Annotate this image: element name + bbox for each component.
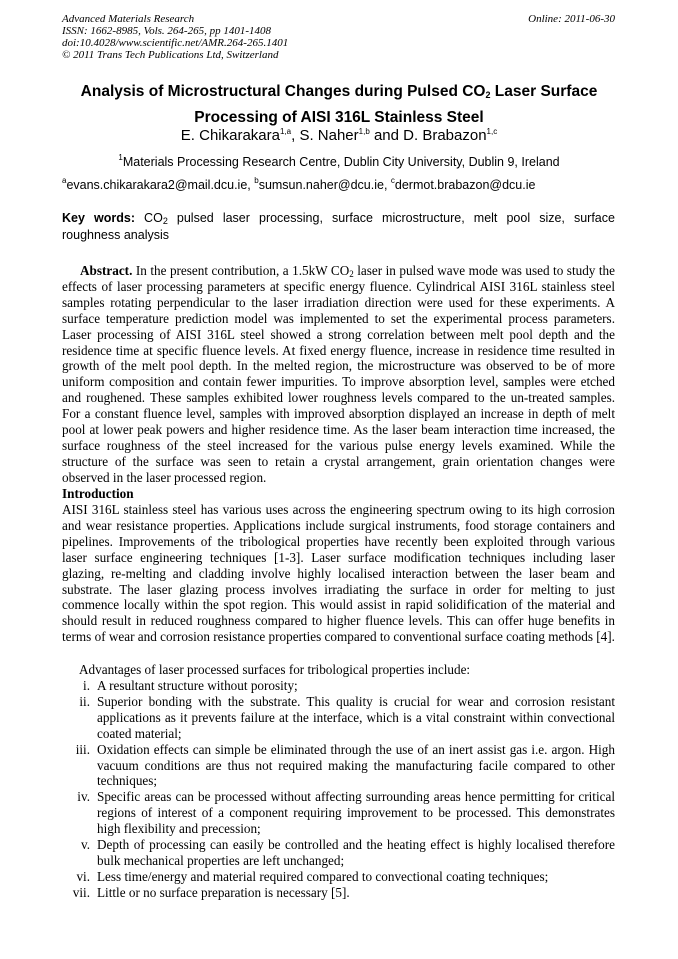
keywords-text: CO xyxy=(134,211,163,225)
list-text: A resultant structure without porosity; xyxy=(97,678,298,693)
abstract-text: In the present contribution, a 1.5kW CO xyxy=(132,263,350,278)
author-name: D. Brabazon xyxy=(403,127,487,144)
list-number: vi. xyxy=(76,868,90,884)
author-sup: 1,c xyxy=(486,127,498,136)
author-name: S. Naher xyxy=(299,127,359,144)
keywords xyxy=(62,210,615,244)
list-number: v. xyxy=(80,837,90,853)
list-item xyxy=(62,694,615,742)
list-item xyxy=(62,869,615,885)
paper-title xyxy=(40,79,638,131)
email[interactable]: sumsun.naher@dcu.ie, xyxy=(258,178,391,192)
list-text: Superior bonding with the substrate. This quality is crucial for wear and corrosion resistant applications as it prevents failure at the interface, which is a vital constraint within convectional coated material; xyxy=(97,693,615,741)
copyright: © 2011 Trans Tech Publications Ltd, Switzerland xyxy=(62,49,279,61)
author-name: E. Chikarakara xyxy=(180,127,280,144)
author xyxy=(299,127,403,144)
author-sep: and xyxy=(369,127,404,144)
author-sup: 1,b xyxy=(358,127,370,136)
list-text: Oxidation effects can simple be eliminated through the use of an inert assist gas i.e. argon. High vacuum conditions are thus not required making the manufacturing facile compared to other techniques; xyxy=(97,741,615,789)
list-number: ii. xyxy=(79,693,90,709)
emails xyxy=(62,176,535,194)
list-text: Little or no surface preparation is necessary [5]. xyxy=(97,884,350,900)
advantages-intro: Advantages of laser processed surfaces for tribological properties include: xyxy=(79,662,471,677)
author-sup: 1,a xyxy=(279,127,292,136)
list-number: i. xyxy=(83,678,90,693)
authors xyxy=(0,126,678,146)
author xyxy=(181,127,300,144)
affiliation-sup: 1 xyxy=(118,153,123,162)
email-sup: a xyxy=(62,176,67,185)
list-text: Specific areas can be processed without affecting surrounding areas hence permitting for critical regions of interest of a component requiring improvement to be processed. This demonstrates high flexibility and precession; xyxy=(97,789,615,837)
keywords-label: Key words: xyxy=(62,211,135,225)
title-text: Analysis of Microstructural Changes during Pulsed CO xyxy=(80,83,486,100)
abstract-label: Abstract. xyxy=(80,263,133,278)
affiliation-text: Materials Processing Research Centre, Dublin City University, Dublin 9, Ireland xyxy=(122,155,560,169)
list-item xyxy=(62,742,615,790)
keywords-subscript: 2 xyxy=(162,216,168,226)
list-number: iv. xyxy=(77,789,90,805)
title-subscript: 2 xyxy=(485,90,491,100)
abstract-text-end: laser in pulsed wave mode was used to study the effects of laser processing parameters at specific energy fluence. Cylindrical AISI 316L stainless steel samples rotating perpendicular to the laser irradiation direction were used for these experiments. A surface temperature prediction model was implemented to set the experimental process parameters. Laser processing of AISI 316L steel showed a strong correlation between melt pool depth and the residence time at specific fluence levels. At fixed energy fluence, increase in residence time resulted in growth of the melt pool depth. In the melted region, the microstructure was observed to be of more uniform composition and contain fewer impurities. To improve absorption level, samples were etched and roughened. These samples exhibited lower roughness levels compared to the un-treated samples. For a constant fluence level, samples with improved absorption displayed an increase in depth of melt pool at lower peak powers and higher residence time. As the laser beam interaction time increased, the surface roughness of the steel increased for the various pulse energy levels examined. While the structure of the surface was seen to retain a crystal arrangement, grain orientation changes were observed in the laser processed region. xyxy=(62,263,615,485)
list-item xyxy=(62,678,615,694)
list-number: vii. xyxy=(72,884,90,900)
advantages-list xyxy=(62,678,615,901)
email-sup: b xyxy=(254,176,259,185)
title-text-end: Laser Surface Processing of AISI 316L Stainless Steel xyxy=(194,83,598,126)
list-text: Less time/energy and material required compared to convectional coating techniques; xyxy=(97,868,549,884)
email-sup: c xyxy=(390,176,395,185)
list-item xyxy=(62,885,615,901)
doi: doi:10.4028/www.scientific.net/AMR.264-265.1401 xyxy=(62,37,289,49)
journal-header xyxy=(62,13,615,61)
section-heading-introduction: Introduction xyxy=(62,486,134,501)
journal-name: Advanced Materials Research xyxy=(62,13,195,25)
issn: ISSN: 1662-8985, Vols. 264-265, pp 1401-1408 xyxy=(62,25,271,37)
keywords-text-end: pulsed laser processing, surface microstructure, melt pool size, surface roughness analysis xyxy=(62,211,615,242)
abstract-subscript: 2 xyxy=(349,269,354,279)
list-text: Depth of processing can easily be controlled and the heating effect is highly localised therefore bulk mechanical properties are left unchanged; xyxy=(97,837,615,868)
email[interactable]: evans.chikarakara2@mail.dcu.ie, xyxy=(66,178,255,192)
affiliation xyxy=(0,153,678,171)
introduction-paragraph: AISI 316L stainless steel has various uses across the engineering spectrum owing to its high corrosion and wear resistance properties. Applications include surgical instruments, food storage containers and pipelines. Improvements of the tribological properties have recently been exploited through various laser surface engineering techniques [1-3]. Laser surface modification techniques including laser glazing, re-melting and cladding involve highly localised interaction between the laser beam and substrate. The laser glazing process involves irradiating the surface in order for melting to just commence locally within the spot region. This would assist in rapid solidification of the material and should result in reduced roughness compared to higher fluence levels. This can offer huge benefits in terms of wear and corrosion resistance properties compared to conventional surface coating methods [4]. xyxy=(62,502,615,645)
list-item xyxy=(62,789,615,837)
email[interactable]: dermot.brabazon@dcu.ie xyxy=(394,178,536,192)
abstract xyxy=(62,263,615,486)
online-date: Online: 2011-06-30 xyxy=(528,13,615,25)
list-number: iii. xyxy=(75,741,90,757)
author-sep: , xyxy=(291,127,300,144)
author xyxy=(403,127,497,144)
list-item xyxy=(62,837,615,869)
